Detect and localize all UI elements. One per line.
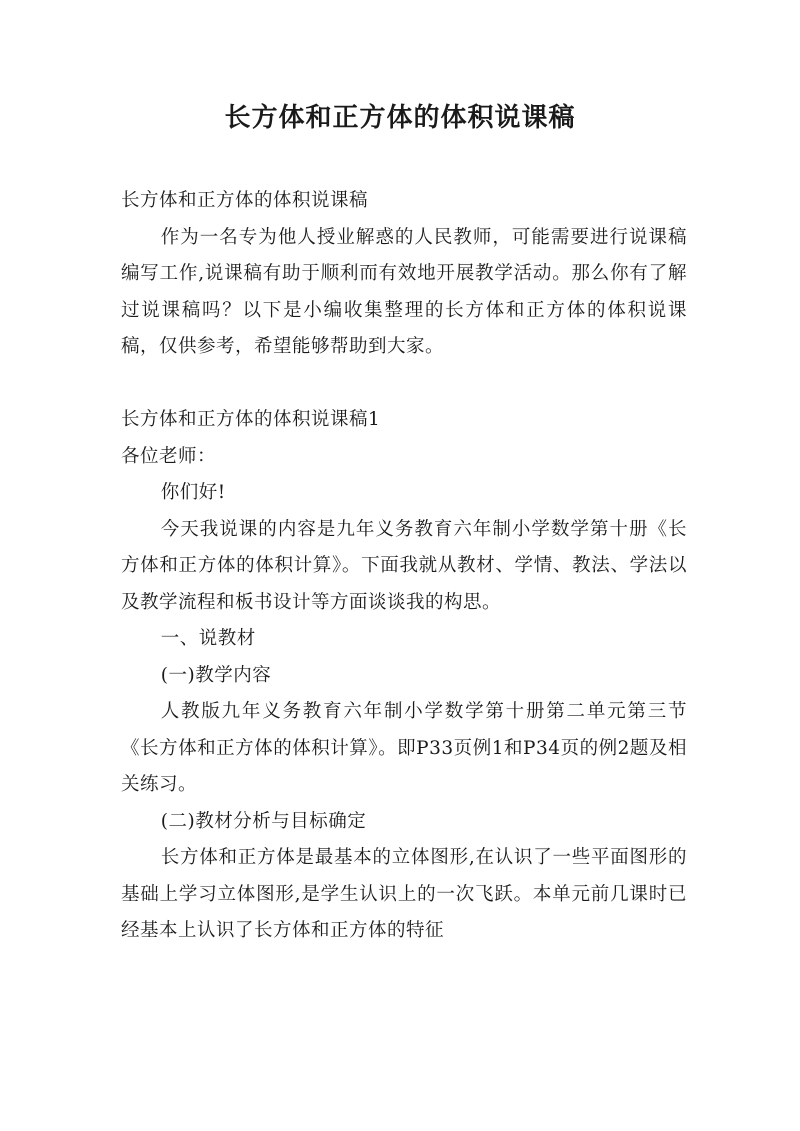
hello-line: 你们好!	[160, 482, 226, 503]
paragraph-spacer	[121, 366, 687, 403]
greeting: 各位老师：	[121, 445, 217, 467]
document-body	[121, 183, 687, 950]
overview-paragraph: 今天我说课的内容是九年义务教育六年制小学数学第十册《长方体和正方体的体积计算》。下面我就从教材、学情、教法、学法以及教学流程和板书设计等方面谈谈我的构思。	[121, 518, 687, 613]
heading-teaching-content: (一)教学内容	[160, 664, 272, 686]
document-title: 长方体和正方体的体积说课稿	[224, 103, 576, 133]
document-subtitle: 长方体和正方体的体积说课稿	[121, 190, 369, 211]
content-paragraph: 人教版九年义务教育六年制小学数学第十册第二单元第三节《长方体和正方体的体积计算》。即P33页例1和P34页的例2题及相关练习。	[121, 701, 687, 795]
heading-textbook: 一、说教材	[160, 628, 256, 649]
analysis-paragraph: 长方体和正方体是最基本的立体图形,在认识了一些平面图形的基础上学习立体图形,是学生认识上的一次飞跃。本单元前几课时已经基本上认识了长方体和正方体的特征	[121, 847, 687, 941]
intro-paragraph: 作为一名专为他人授业解惑的人民教师，可能需要进行说课稿编写工作,说课稿有助于顺利而有效地开展教学活动。那么你有了解过说课稿吗？以下是小编收集整理的长方体和正方体的体积说课稿，仅供参考，希望能够帮助到大家。	[121, 226, 687, 357]
section-heading: 长方体和正方体的体积说课稿1	[121, 409, 381, 430]
heading-analysis: (二)教材分析与目标确定	[160, 810, 367, 832]
